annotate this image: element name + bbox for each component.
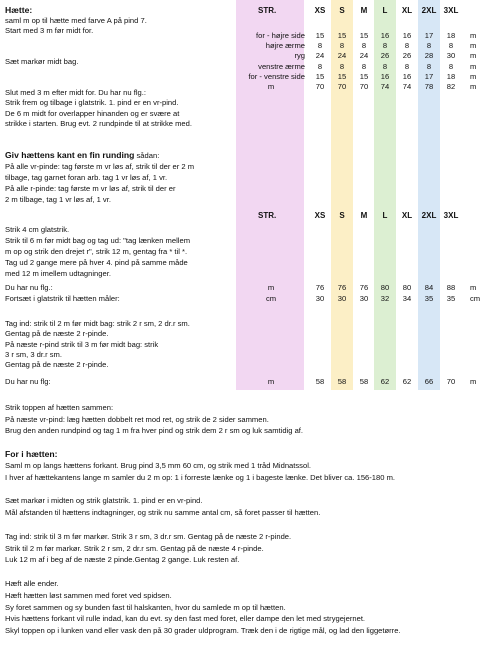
size-value: 16: [380, 31, 390, 40]
row-unit: m: [267, 283, 275, 292]
size-value: 15: [359, 71, 369, 81]
size-value: 15: [337, 31, 347, 40]
size-value: 70: [359, 82, 369, 91]
size-header: XL: [401, 211, 413, 220]
section-heading-runding: [5, 150, 159, 161]
size-value: 76: [315, 283, 325, 292]
size-value: 74: [402, 82, 412, 91]
row-unit-right: m: [470, 51, 477, 61]
size-value: 78: [424, 82, 434, 91]
instruction-line: På alle r-pinde: tag første m vr løs af, strik til der er: [5, 184, 176, 193]
size-value: 16: [402, 71, 412, 81]
row-unit: m: [267, 377, 275, 386]
str-header-2: STR.: [258, 211, 277, 220]
size-value: 26: [402, 51, 412, 61]
instruction-line: Sæt markør i midten og strik glatstrik. 1. pind er en vr-pind.: [5, 496, 203, 506]
instruction-line: Strik toppen af hætten sammen:: [5, 403, 114, 412]
instruction-line: Gentag på de næste 2 r-pinde.: [5, 360, 109, 370]
size-value: 82: [446, 82, 456, 91]
size-header: S: [339, 6, 345, 15]
row-unit-right: m: [470, 31, 477, 40]
row-unit: cm: [265, 294, 277, 303]
size-value: 8: [382, 41, 388, 51]
size-header: S: [339, 211, 345, 220]
size-value: 74: [380, 82, 390, 91]
size-value: 15: [337, 71, 347, 81]
row-unit-right: m: [470, 71, 477, 81]
instruction-line: Tag ind: strik til 3 m før markør. Strik 3 r sm, 3 dr.r sm. Gentag på de næste 2 r-pinde.: [5, 531, 292, 541]
row-unit-right: m: [470, 283, 477, 292]
size-value: 8: [404, 41, 410, 51]
size-value: 66: [424, 377, 434, 386]
row-label: Du har nu flg.:: [5, 283, 53, 292]
runding-heading-bold: Giv hættens kant en fin runding: [5, 150, 135, 160]
size-value: 70: [315, 82, 325, 91]
size-value: 35: [424, 294, 434, 303]
row-label: Fortsæt i glatstrik til hætten måler:: [5, 294, 120, 303]
section-heading-haette: Hætte:: [5, 5, 33, 15]
size-value: 28: [424, 51, 434, 61]
instruction-line: Strik frem og tilbage i glatstrik. 1. pind er en vr-pind.: [5, 98, 179, 108]
size-value: 16: [402, 31, 412, 40]
instruction-line: Strik til 6 m før midt bag og tag ud: "tag lænken mellem: [5, 236, 191, 246]
size-value: 76: [359, 283, 369, 292]
size-value: 84: [424, 283, 434, 292]
row-unit-right: m: [470, 61, 477, 71]
instruction-line: På næste r-pind strik til 3 m før midt bag: strik: [5, 339, 159, 349]
row-unit-right: m: [470, 82, 477, 91]
instruction-line: med 12 m imellem udtagninger.: [5, 269, 111, 279]
size-value: 32: [380, 294, 390, 303]
size-value: 30: [315, 294, 325, 303]
instruction-line: Start med 3 m før midt for.: [5, 26, 94, 36]
size-header: 2XL: [421, 6, 437, 15]
size-value: 8: [339, 41, 345, 51]
size-value: 8: [382, 61, 388, 71]
size-header: 3XL: [443, 6, 459, 15]
instruction-line: 2 m tilbage, tag 1 vr løs af, 1 vr.: [5, 195, 111, 204]
size-value: 15: [315, 71, 325, 81]
row-label: Du har nu flg:: [5, 377, 51, 386]
size-value: 8: [361, 61, 367, 71]
size-value: 62: [380, 377, 390, 386]
row-unit-right: m: [470, 377, 477, 386]
size-value: 8: [361, 41, 367, 51]
size-value: 26: [380, 51, 390, 61]
size-value: 16: [380, 71, 390, 81]
instruction-line: Hæft hætten løst sammen med foret ved spidsen.: [5, 590, 172, 600]
size-value: 8: [317, 41, 323, 51]
instruction-line: Sæt markør midt bag.: [5, 57, 79, 67]
size-value: 70: [446, 377, 456, 386]
instruction-line: Brug den anden rundpind og tag 1 m fra hver pind og strik dem 2 r sm og luk samtidig af.: [5, 426, 304, 435]
row-label: for - venstre side: [248, 71, 305, 81]
size-value: 8: [448, 41, 454, 51]
instruction-line: De 6 m midt for overlapper hinanden og er svære at: [5, 108, 180, 118]
size-value: 8: [339, 61, 345, 71]
row-label: venstre ærme: [258, 61, 305, 71]
size-header: L: [382, 211, 388, 220]
str-header: STR.: [258, 6, 277, 15]
size-header: XS: [314, 6, 326, 15]
size-value: 80: [402, 283, 412, 292]
size-value: 58: [337, 377, 347, 386]
size-value: 24: [315, 51, 325, 61]
size-value: 18: [446, 31, 456, 40]
size-value: 30: [359, 294, 369, 303]
instruction-line: 3 r sm, 3 dr.r sm.: [5, 349, 62, 359]
instruction-line: Tag ind: strik til 2 m før midt bag: strik 2 r sm, 2 dr.r sm.: [5, 319, 190, 328]
instruction-line: tilbage, tag garnet foran arb. tag 1 vr løs af, 1 vr.: [5, 173, 168, 182]
instruction-line: Slut med 3 m efter midt for. Du har nu flg.:: [5, 88, 146, 98]
size-header: XS: [314, 211, 326, 220]
size-value: 70: [337, 82, 347, 91]
instruction-line: På næste vr-pind: læg hætten dobbelt ret mod ret, og strik de 2 sider sammen.: [5, 414, 269, 424]
instruction-line: Mål afstanden til hættens indtagninger, og strik nu samme antal cm, så foret passer til hætten.: [5, 508, 321, 518]
instruction-line: m op og strik den drejet r", strik 12 m, gentag fra * til *.: [5, 247, 188, 257]
size-value: 30: [337, 294, 347, 303]
instruction-line: Skyl toppen op i lunken vand eller vask den på 30 grader uldprogram. Træk den i de rigtige mål, og lad den liggetørre.: [5, 626, 401, 636]
size-value: 8: [426, 61, 432, 71]
size-value: 35: [446, 294, 456, 303]
size-value: 76: [337, 283, 347, 292]
size-value: 17: [424, 31, 434, 40]
size-value: 34: [402, 294, 412, 303]
row-unit-right: cm: [470, 294, 481, 303]
size-header: M: [360, 6, 368, 15]
row-unit-right: m: [470, 41, 477, 51]
row-unit: m: [267, 82, 275, 91]
size-value: 58: [359, 377, 369, 386]
runding-heading-suffix: sådan:: [134, 151, 160, 160]
size-header: M: [360, 211, 368, 220]
size-header: XL: [401, 6, 413, 15]
size-value: 58: [315, 377, 325, 386]
row-label: for - højre side: [256, 31, 305, 40]
instruction-line: Gentag på de næste 2 r-pinde.: [5, 329, 109, 339]
size-value: 15: [359, 31, 369, 40]
section-heading-for: For i hætten:: [5, 449, 58, 459]
size-value: 80: [380, 283, 390, 292]
instruction-line: Luk 12 m af i beg af de næste 2 pinde.Gentag 2 gange. Luk resten af.: [5, 555, 240, 565]
size-header: 2XL: [421, 211, 437, 220]
size-value: 88: [446, 283, 456, 292]
size-value: 30: [446, 51, 456, 61]
size-value: 24: [359, 51, 369, 61]
instruction-line: saml m op til hætte med farve A på pind 7.: [5, 16, 147, 25]
size-header: 3XL: [443, 211, 459, 220]
instruction-line: Tag ud 2 gange mere på hver 4. pind på samme måde: [5, 258, 188, 268]
row-label: ryg: [294, 51, 305, 61]
size-header: L: [382, 6, 388, 15]
row-label: højre ærme: [265, 41, 305, 51]
size-value: 18: [446, 71, 456, 81]
size-value: 8: [426, 41, 432, 51]
instruction-line: I hver af hættekantens lange m samler du 2 m op: 1 i forreste lænke og 1 i bageste lænke. Det bliver ca. 156-180 m.: [5, 472, 396, 482]
instruction-line: Sy foret sammen og sy bunden fast til halskanten, hvor du samlede m op til hætten.: [5, 602, 286, 612]
instruction-line: På alle vr-pinde: tag første m vr løs af, strik til der er 2 m: [5, 162, 195, 171]
size-value: 8: [448, 61, 454, 71]
size-value: 24: [337, 51, 347, 61]
size-value: 8: [317, 61, 323, 71]
size-value: 8: [404, 61, 410, 71]
instruction-line: Saml m op langs hættens forkant. Brug pind 3,5 mm 60 cm, og strik med 1 tråd Midnatssol.: [5, 461, 311, 470]
instruction-line: Hæft alle ender.: [5, 579, 59, 588]
size-value: 15: [315, 31, 325, 40]
instruction-line: strikke i starten. Brug evt. 2 rundpinde til at strikke med.: [5, 119, 192, 128]
size-value: 62: [402, 377, 412, 386]
instruction-line: Strik 4 cm glatstrik.: [5, 225, 70, 234]
size-value: 17: [424, 71, 434, 81]
instruction-line: Hvis hættens forkant vil rulle indad, kan du evt. sy den fast med foret, eller dampe den let med strygejernet.: [5, 614, 366, 624]
instruction-line: Strik til 2 m før markør. Strik 2 r sm, 2 dr.r sm. Gentag på de næste 4 r-pinde.: [5, 543, 264, 553]
